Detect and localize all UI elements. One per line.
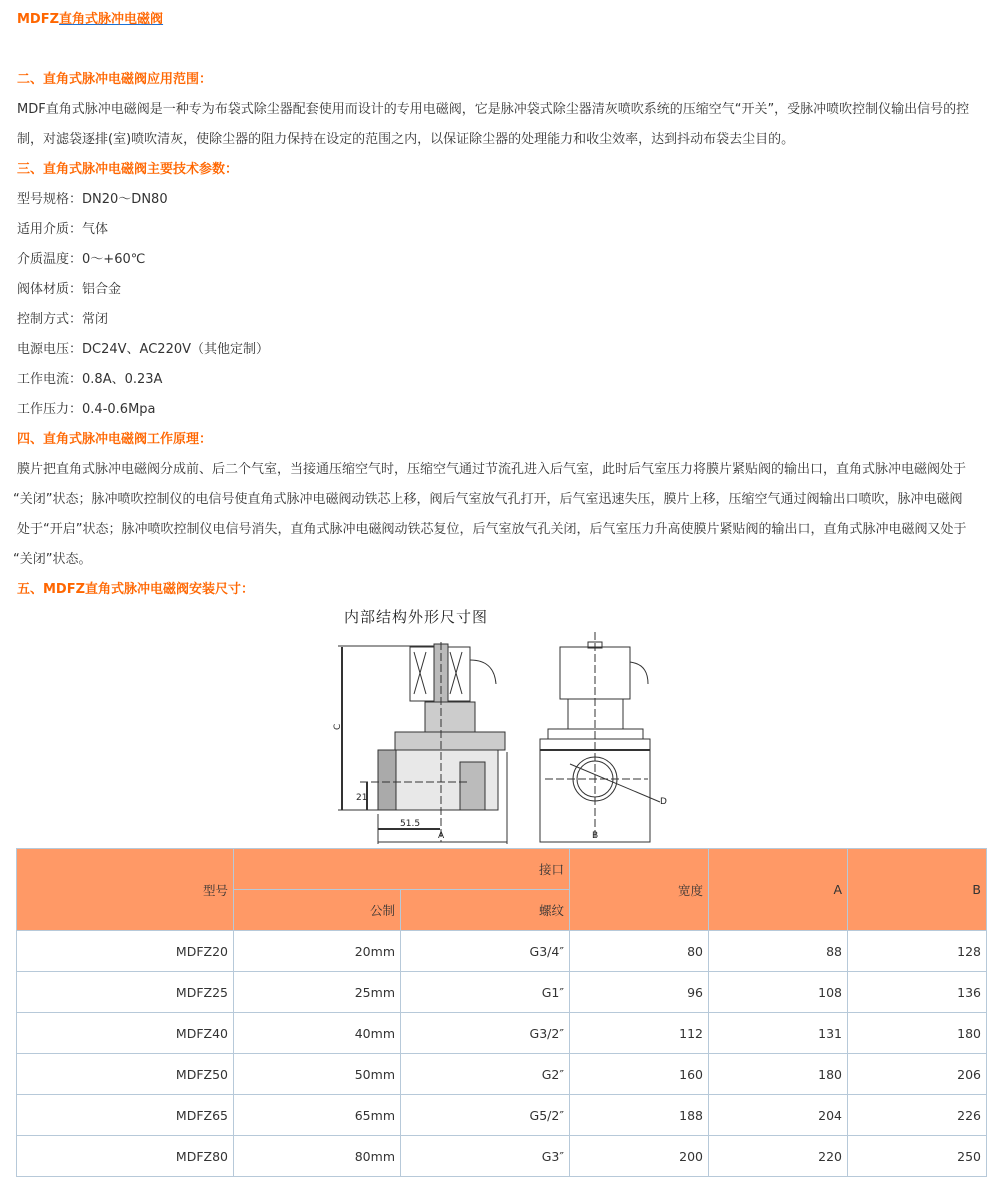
param-value: 0.8A、0.23A <box>82 372 163 387</box>
table-row <box>17 1095 987 1136</box>
header-b: B <box>848 849 987 931</box>
cell-width: 160 <box>570 1054 709 1095</box>
param-label: 工作压力 <box>17 402 70 417</box>
param-label: 适用介质 <box>17 222 70 237</box>
cell-thread: G3/4″ <box>401 931 570 972</box>
cell-b: 226 <box>848 1095 987 1136</box>
principle-text-line-2: “关闭”状态；脉冲喷吹控制仪的电信号使直角式脉冲电磁阀动铁芯上移，阀后气室放气孔打开，后气室迅速失压，膜片上移，压缩空气通过阀输出口喷吹，脉冲电磁阀 <box>13 492 963 507</box>
cell-metric: 65mm <box>234 1095 401 1136</box>
cell-model: MDFZ80 <box>17 1136 234 1177</box>
cell-model: MDFZ20 <box>17 931 234 972</box>
page-title <box>17 8 163 27</box>
diagram-title: 内部结构外形尺寸图 <box>344 608 489 626</box>
section-heading-application: 二、直角式脉冲电磁阀应用范围： <box>17 72 213 87</box>
section-heading-principle: 四、直角式脉冲电磁阀工作原理： <box>17 432 213 447</box>
dimension-table <box>16 848 987 1177</box>
cell-width: 96 <box>570 972 709 1013</box>
principle-text-line-4: “关闭”状态。 <box>13 552 92 567</box>
header-a: A <box>709 849 848 931</box>
valve-dimension-diagram <box>330 602 690 847</box>
header-model: 型号 <box>17 849 234 931</box>
header-metric: 公制 <box>234 890 401 931</box>
principle-text-line-1: 膜片把直角式脉冲电磁阀分成前、后二个气室，当接通压缩空气时，压缩空气通过节流孔进入后气室，此时后气室压力将膜片紧贴阀的输出口，直角式脉冲电磁阀处于 <box>17 462 967 477</box>
param-value: 0～+60℃ <box>82 252 146 267</box>
cell-width: 200 <box>570 1136 709 1177</box>
cell-thread: G5/2″ <box>401 1095 570 1136</box>
param-value: 气体 <box>82 222 109 237</box>
dim-label-d: D <box>660 797 667 807</box>
param-label: 型号规格 <box>17 192 70 207</box>
param-label: 工作电流 <box>17 372 70 387</box>
cell-a: 204 <box>709 1095 848 1136</box>
cell-metric: 20mm <box>234 931 401 972</box>
cell-width: 188 <box>570 1095 709 1136</box>
dim-label-b: B <box>592 831 599 841</box>
table-row <box>17 1136 987 1177</box>
cell-model: MDFZ40 <box>17 1013 234 1054</box>
param-pressure: 工作压力：0.4-0.6Mpa <box>17 402 156 417</box>
cell-a: 220 <box>709 1136 848 1177</box>
cell-a: 180 <box>709 1054 848 1095</box>
dim-label-a: A <box>438 831 445 841</box>
cell-a: 88 <box>709 931 848 972</box>
cell-metric: 80mm <box>234 1136 401 1177</box>
param-body-material: 阀体材质：铝合金 <box>17 282 122 297</box>
cell-metric: 25mm <box>234 972 401 1013</box>
param-label: 介质温度 <box>17 252 70 267</box>
cell-b: 128 <box>848 931 987 972</box>
cell-thread: G2″ <box>401 1054 570 1095</box>
cell-a: 108 <box>709 972 848 1013</box>
table-row <box>17 1054 987 1095</box>
application-text-line-2: 制，对滤袋逐排(室)喷吹清灰，使除尘器的阻力保持在设定的范围之内，以保证除尘器的处理能力和收尘效率，达到抖动布袋去尘目的。 <box>17 132 795 147</box>
dim-label-c: C <box>333 723 343 730</box>
param-label: 阀体材质 <box>17 282 70 297</box>
header-thread: 螺纹 <box>401 890 570 931</box>
cell-thread: G3/2″ <box>401 1013 570 1054</box>
param-label: 电源电压 <box>17 342 70 357</box>
param-value: 常闭 <box>82 312 109 327</box>
section-heading-parameters: 三、直角式脉冲电磁阀主要技术参数： <box>17 162 239 177</box>
cell-b: 206 <box>848 1054 987 1095</box>
param-voltage: 电源电压：DC24V、AC220V（其他定制） <box>17 342 270 357</box>
cell-width: 80 <box>570 931 709 972</box>
param-label: 控制方式 <box>17 312 70 327</box>
cell-width: 112 <box>570 1013 709 1054</box>
cell-model: MDFZ65 <box>17 1095 234 1136</box>
dim-label-21: 21 <box>356 793 368 803</box>
application-text-line-1: MDF直角式脉冲电磁阀是一种专为布袋式除尘器配套使用而设计的专用电磁阀，它是脉冲袋式除尘器清灰喷吹系统的压缩空气“开关”，受脉冲喷吹控制仪输出信号的控 <box>17 102 970 117</box>
cell-metric: 40mm <box>234 1013 401 1054</box>
param-medium: 适用介质：气体 <box>17 222 109 237</box>
param-value: 铝合金 <box>82 282 122 297</box>
cell-b: 250 <box>848 1136 987 1177</box>
table-row <box>17 1013 987 1054</box>
param-temperature: 介质温度：0～+60℃ <box>17 252 146 267</box>
cell-b: 136 <box>848 972 987 1013</box>
cell-a: 131 <box>709 1013 848 1054</box>
cell-thread: G1″ <box>401 972 570 1013</box>
param-current: 工作电流：0.8A、0.23A <box>17 372 163 387</box>
cell-b: 180 <box>848 1013 987 1054</box>
dim-label-51-5: 51.5 <box>400 819 421 829</box>
header-port: 接口 <box>234 849 570 890</box>
title-link[interactable]: 直角式脉冲电磁阀 <box>59 12 164 27</box>
table-row <box>17 972 987 1013</box>
title-prefix: MDFZ <box>17 12 60 27</box>
table-row <box>17 931 987 972</box>
param-value: DN20～DN80 <box>82 192 168 207</box>
section-heading-installation: 五、MDFZ直角式脉冲电磁阀安装尺寸： <box>17 582 255 597</box>
valve-drawing-icon <box>330 602 690 847</box>
principle-text-line-3: 处于“开启”状态；脉冲喷吹控制仪电信号消失，直角式脉冲电磁阀动铁芯复位，后气室放气孔关闭，后气室压力升高使膜片紧贴阀的输出口，直角式脉冲电磁阀又处于 <box>17 522 967 537</box>
cell-model: MDFZ50 <box>17 1054 234 1095</box>
cell-model: MDFZ25 <box>17 972 234 1013</box>
param-value: 0.4-0.6Mpa <box>82 402 156 417</box>
param-model-spec: 型号规格：DN20～DN80 <box>17 192 168 207</box>
param-control-mode: 控制方式：常闭 <box>17 312 109 327</box>
param-value: DC24V、AC220V（其他定制） <box>82 342 270 357</box>
cell-thread: G3″ <box>401 1136 570 1177</box>
cell-metric: 50mm <box>234 1054 401 1095</box>
header-width: 宽度 <box>570 849 709 931</box>
